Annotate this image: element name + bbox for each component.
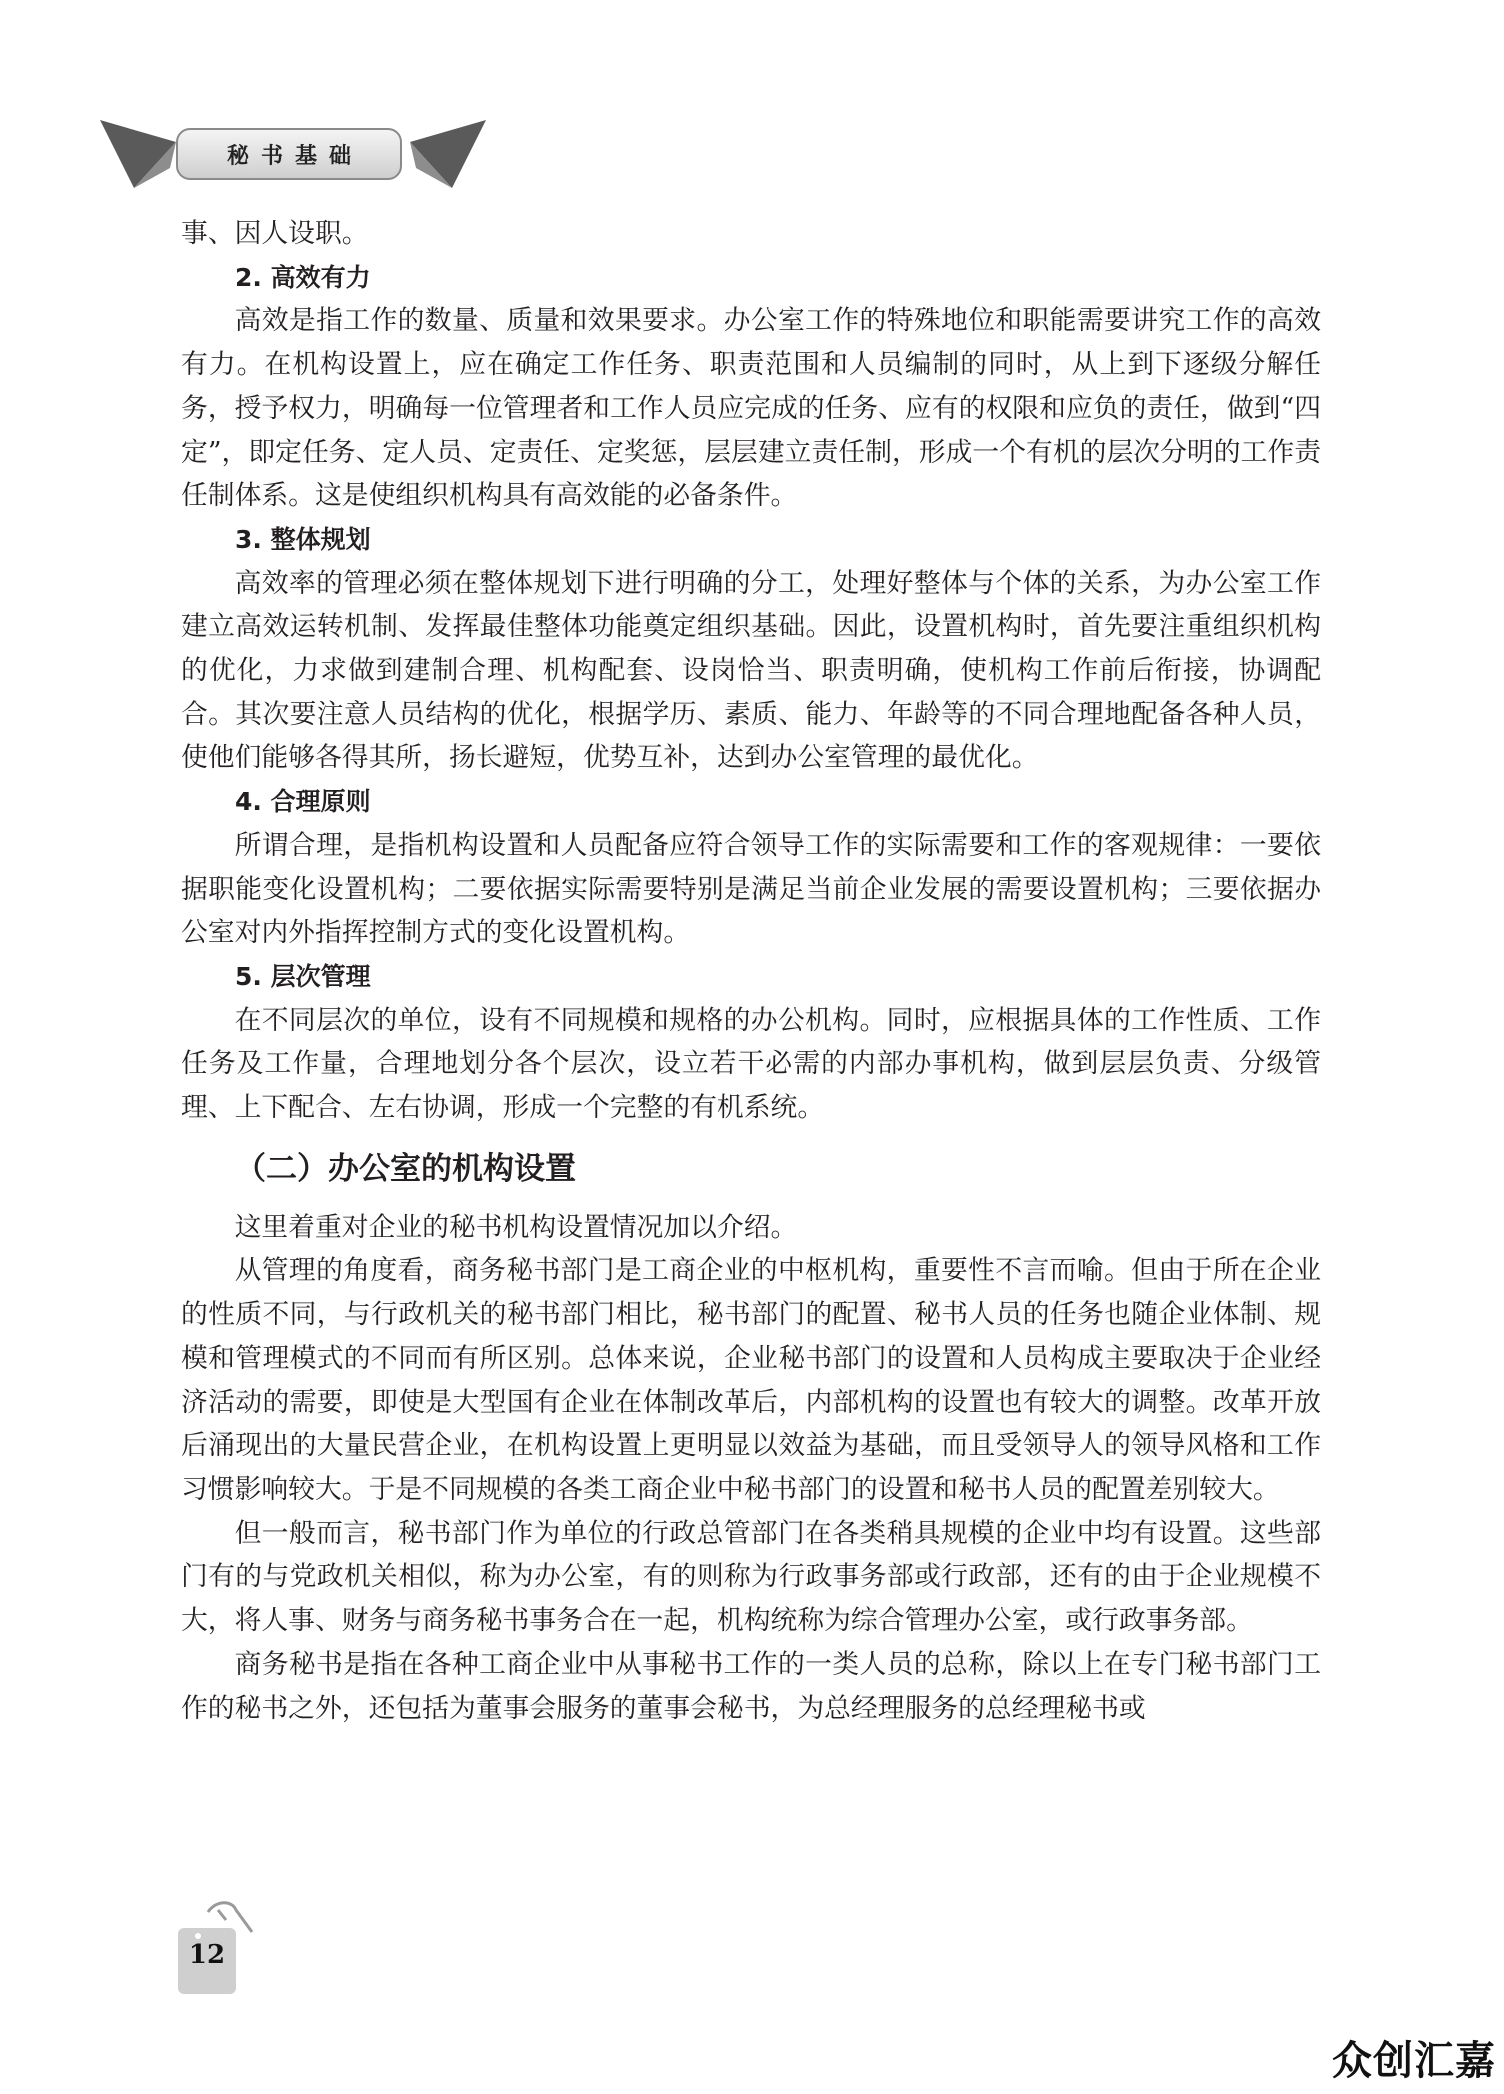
section-heading: 3. 整体规划 [235,524,371,554]
paragraph: 在不同层次的单位，设有不同规模和规格的办公机构。同时，应根据具体的工作性质、工作任务及工作量，合理地划分各个层次，设立若干必需的内部办事机构，做到层层负责、分级管理、上下配合、左右协调，形成一个完整的有机系统。 [181,1004,1321,1124]
paragraph: 高效是指工作的数量、质量和效果要求。办公室工作的特殊地位和职能需要讲究工作的高效有力。在机构设置上，应在确定工作任务、职责范围和人员编制的同时，从上到下逐级分解任务，授予权力，明确每一位管理者和工作人员应完成的任务、应有的权限和应负的责任，做到“四定”，即定任务、定人员、定责任、定奖惩，层层建立责任制，形成一个有机的层次分明的工作责任制体系。这是使组织机构具有高效能的必备条件。 [181,305,1321,512]
chapter-heading: （二）办公室的机构设置 [235,1150,576,1187]
paragraph: 所谓合理，是指机构设置和人员配备应符合领导工作的实际需要和工作的客观规律：一要依据职能变化设置机构；二要依据实际需要特别是满足当前企业发展的需要设置机构；三要依据办公室对内外指挥控制方式的变化设置机构。 [181,829,1321,949]
paragraph: 这里着重对企业的秘书机构设置情况加以介绍。 [234,1211,798,1243]
header-right-arrow-icon [408,120,488,190]
paragraph: 但一般而言，秘书部门作为单位的行政总管部门在各类稍具规模的企业中均有设置。这些部门有的与党政机关相似，称为办公室，有的则称为行政事务部或行政部，还有的由于企业规模不大，将人事、财务与商务秘书事务合在一起，机构统称为综合管理办公室，或行政事务部。 [181,1517,1321,1637]
header-title-badge [176,128,402,180]
section-heading: 4. 合理原则 [235,787,371,817]
paragraph: 高效率的管理必须在整体规划下进行明确的分工，处理好整体与个体的关系，为办公室工作建立高效运转机制、发挥最佳整体功能奠定组织基础。因此，设置机构时，首先要注重组织机构的优化，力求做到建制合理、机构配套、设岗恰当、职责明确，使机构工作前后衔接，协调配合。其次要注意人员结构的优化，根据学历、素质、能力、年龄等的不同合理地配备各种人员，使他们能够各得其所，扬长避短，优势互补，达到办公室管理的最优化。 [181,567,1321,774]
paragraph: 从管理的角度看，商务秘书部门是工商企业的中枢机构，重要性不言而喻。但由于所在企业的性质不同，与行政机关的秘书部门相比，秘书部门的配置、秘书人员的任务也随企业体制、规模和管理模式的不同而有所区别。总体来说，企业秘书部门的设置和人员构成主要取决于企业经济活动的需要，即使是大型国有企业在体制改革后，内部机构的设置也有较大的调整。改革开放后涌现出的大量民营企业，在机构设置上更明显以效益为基础，而且受领导人的领导风格和工作习惯影响较大。于是不同规模的各类工商企业中秘书部门的设置和秘书人员的配置差别较大。 [181,1255,1321,1505]
page-number: 12 [188,1940,226,1970]
section-heading: 2. 高效有力 [235,262,371,292]
header-title: 秘书基础 [226,143,363,169]
page-body [181,212,1321,1730]
watermark-logo: 众创汇嘉 [1332,2038,1496,2084]
section-heading: 5. 层次管理 [235,961,371,991]
paragraph: 事、因人设职。 [181,218,369,249]
header-left-arrow-icon [100,120,180,190]
paragraph: 商务秘书是指在各种工商企业中从事秘书工作的一类人员的总称，除以上在专门秘书部门工作的秘书之外，还包括为董事会服务的董事会秘书，为总经理服务的总经理秘书或 [181,1648,1321,1724]
